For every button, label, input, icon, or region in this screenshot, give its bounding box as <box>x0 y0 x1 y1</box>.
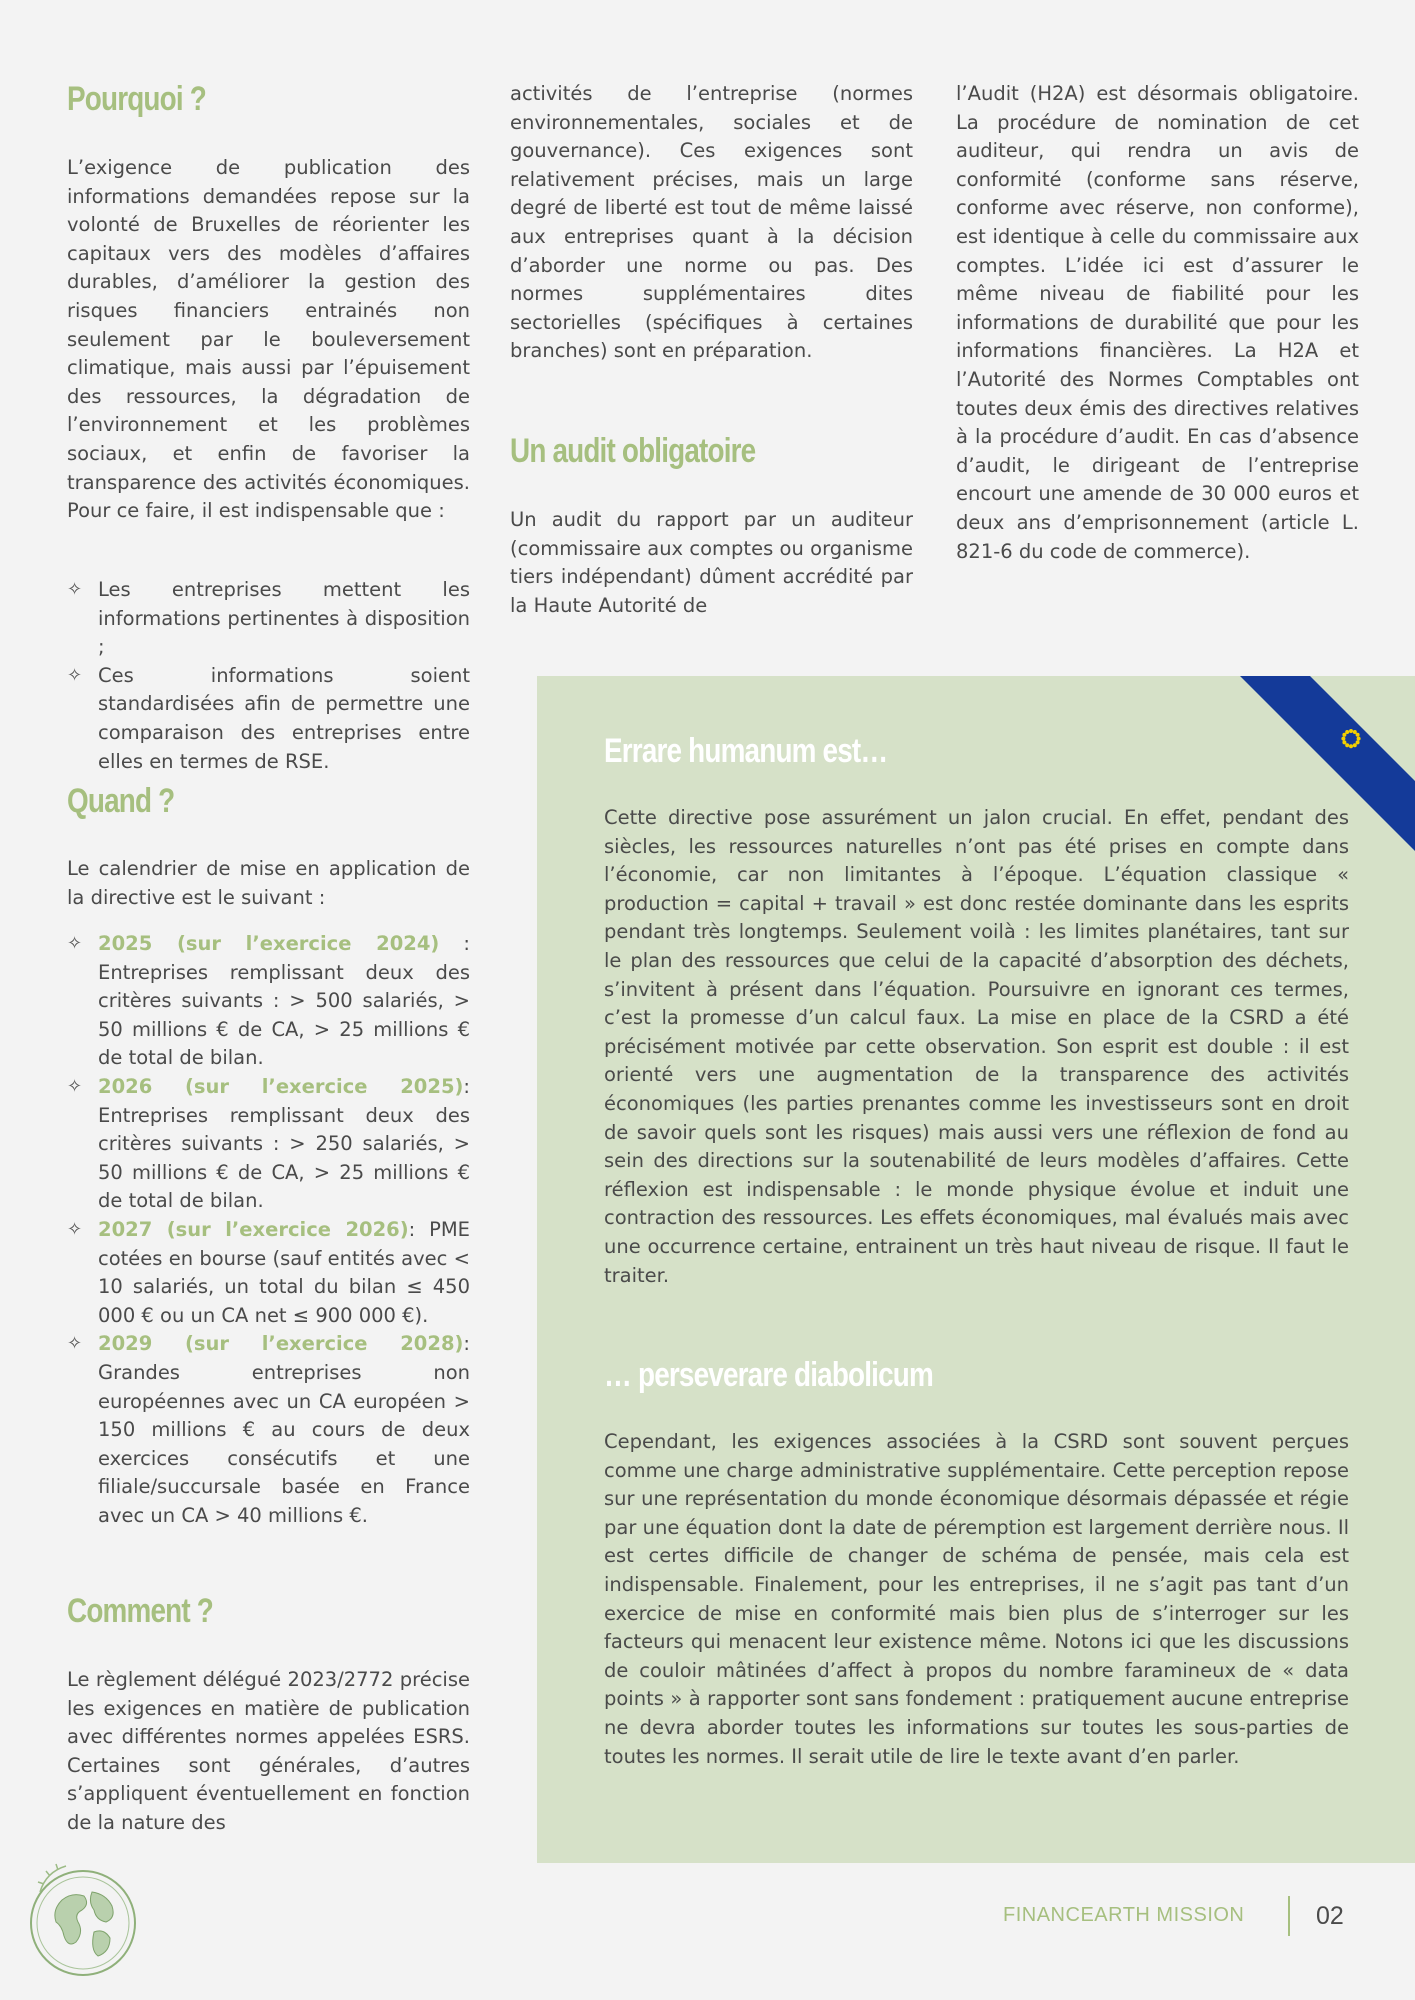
errare-box <box>537 676 1415 1863</box>
middle-continuation: activités de l’entreprise (normes environnementales, sociales et de gouvernance). Ces exigences sont relativement précises, mais un large degré de liberté est tout de même laissé aux entreprises quant à la décision d’aborder une norme ou pas. Des normes supplémentaires dites sectorielles (spécifiques à certaines branches) sont en préparation. <box>510 82 913 363</box>
list-item <box>67 662 470 776</box>
four-point-star-icon: ✧ <box>67 1218 83 1240</box>
four-point-star-icon: ✧ <box>67 579 83 600</box>
calendar-list <box>67 930 470 1530</box>
calendar-year-label: 2029 (sur l’exercice 2028) <box>98 1332 464 1356</box>
heading-pourquoi: Pourquoi ? <box>67 80 206 118</box>
errare-body: Cette directive pose assurément un jalon crucial. En effet, pendant des siècles, les ressources naturelles n’ont pas été prises en compte dans l’économie, car non limitantes à l’époque. L’équation classique « production = capital + travail » est donc restée dominante dans les esprits pendant très longtemps. Seulement voilà : les limites planétaires, tant sur le plan des ressources que celui de la capacité d’absorption des déchets, s’invitent à présent dans l’équation. Poursuivre en ignorant ces termes, c’est la promesse d’un calcul faux. La mise en place de la CSRD a été précisément motivée par cette observation. Son esprit est double : il est orienté vers une augmentation de la transparence des activités économiques (les parties prenantes comme les investisseurs sont en droit de savoir quels sont les risques) mais aussi vers une réflexion de fond au sein des directions sur la soutenabilité de leurs modèles d’affaires. Cette réflexion est indispensable : le monde physique évolue et induit une contraction des ressources. Les effets économiques, mal évalués mais avec une occurrence certaine, entrainent un très haut niveau de risque. Il faut le traiter. <box>604 806 1349 1287</box>
list-item <box>67 1330 470 1530</box>
list-item <box>67 576 470 662</box>
heading-audit: Un audit obligatoire <box>510 432 756 470</box>
audit-body: Un audit du rapport par un auditeur (commissaire aux comptes ou organisme tiers indépendant) dûment accrédité par la Haute Autorité de <box>510 508 913 617</box>
pourquoi-body: L’exigence de publication des informations demandées repose sur la volonté de Bruxelles de réorienter les capitaux vers des modèles d’affaires durables, d’améliorer la gestion des risques financiers entrainés non seulement par le bouleversement climatique, mais aussi par l’épuisement des ressources, la dégradation de l’environnement et les problèmes sociaux, et enfin de favoriser la transparence des activités économiques. Pour ce faire, il est indispensable que : <box>67 156 470 523</box>
calendar-text: : Entreprises remplissant deux des critères suivants : > 500 salariés, > 50 millions € de CA, > 25 millions € de total de bilan. <box>98 932 470 1070</box>
bullet-text: Ces informations soient standardisées afin de permettre une comparaison des entreprises entre elles en termes de RSE. <box>98 663 470 773</box>
list-item <box>67 1073 470 1216</box>
calendar-year-label: 2025 (sur l’exercice 2024) <box>98 932 440 955</box>
perseverare-body: Cependant, les exigences associées à la CSRD sont souvent perçues comme une charge administrative supplémentaire. Cette perception repose sur une représentation du monde économique désormais dépassée et régie par une équation dont la date de péremption est largement derrière nous. Il est certes difficile de changer de schéma de pensée, mais cela est indispensable. Finalement, pour les entreprises, il ne s’agit pas tant d’un exercice de mise en conformité mais bien plus de s’interroger sur les facteurs qui menacent leur existence même. Notons ici que les discussions de couloir mâtinées d’affect à propos du nombre faramineux de « data points » à rapporter sont sans fondement : pratiquement aucune entreprise ne devra aborder toutes les informations sur toutes les sous-parties de toutes les normes. Il serait utile de lire le texte avant d’en parler. <box>604 1430 1349 1768</box>
four-point-star-icon: ✧ <box>67 933 83 954</box>
heading-perseverare: … perseverare diabolicum <box>604 1356 933 1394</box>
footer-brand: FINANCEARTH MISSION <box>1003 1904 1245 1926</box>
calendar-text: : Grandes entreprises non européennes avec un CA européen > 150 millions € au cours de deux exercices consécutifs et une filiale/succursale basée en France avec un CA > 40 millions €. <box>98 1332 470 1527</box>
calendar-text: : PME cotées en bourse (sauf entités avec < 10 salariés, un total du bilan ≤ 450 000 € ou un CA net ≤ 900 000 €). <box>98 1217 470 1327</box>
list-item <box>67 1216 470 1330</box>
eu-flag-icon <box>1240 676 1415 851</box>
four-point-star-icon: ✧ <box>67 1075 83 1097</box>
page-number: 02 <box>1316 1902 1344 1930</box>
heading-comment: Comment ? <box>67 1592 213 1630</box>
footer-divider <box>1288 1896 1290 1936</box>
quand-intro: Le calendrier de mise en application de la directive est le suivant : <box>67 857 470 909</box>
globe-logo-icon <box>22 1862 144 1984</box>
right-continuation: l’Audit (H2A) est désormais obligatoire. La procédure de nomination de cet auditeur, qui rendra un avis de conformité (conforme sans réserve, conforme avec réserve, non conforme), est identique à celle du commissaire aux comptes. L’idée ici est d’assurer le même niveau de fiabilité pour les informations de durabilité que pour les informations financières. La H2A et l’Autorité des Normes Comptables ont toutes deux émis des directives relatives à la procédure d’audit. En cas d’absence d’audit, le dirigeant de l’entreprise encourt une amende de 30 000 euros et deux ans d’emprisonnement (article L. 821-6 du code de commerce). <box>956 82 1359 563</box>
four-point-star-icon: ✧ <box>67 1333 83 1355</box>
comment-body: Le règlement délégué 2023/2772 précise les exigences en matière de publication avec différentes normes appelées ESRS. Certaines sont générales, d’autres s’appliquent éventuellement en fonction de la nature des <box>67 1668 470 1834</box>
heading-errare: Errare humanum est… <box>604 732 888 770</box>
calendar-year-label: 2026 (sur l’exercice 2025) <box>98 1074 464 1098</box>
list-item <box>67 930 470 1073</box>
heading-quand: Quand ? <box>67 782 175 820</box>
four-point-star-icon: ✧ <box>67 664 83 686</box>
calendar-text: : Entreprises remplissant deux des critères suivants : > 250 salariés, > 50 millions € de CA, > 25 millions € de total de bilan. <box>98 1074 470 1213</box>
calendar-year-label: 2027 (sur l’exercice 2026) <box>98 1217 409 1241</box>
bullet-text: Les entreprises mettent les informations pertinentes à disposition ; <box>98 578 470 659</box>
pourquoi-bullets <box>67 576 470 776</box>
